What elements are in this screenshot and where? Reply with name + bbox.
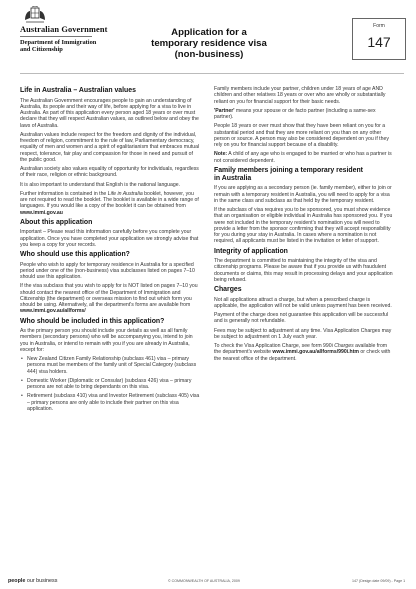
text-run: booklet, however, you are not required to read the booklet. The booklet is available in a wide range of languages. If you would like a copy of the booklet it can be obtained from xyxy=(20,190,199,210)
brand-strong: people xyxy=(8,578,26,584)
brand-rest: our business xyxy=(25,578,58,584)
paragraph: Not all applications attract a charge, but when a prescribed charge is applicable, the application will not be valid unless payment has been received. xyxy=(214,296,392,309)
form-number: 147 xyxy=(367,34,391,50)
website-link[interactable]: www.immi.gov.au xyxy=(20,209,63,216)
section-heading-who: Who should use this application? xyxy=(20,251,130,258)
paragraph: If the subclass of visa requires you to be sponsored, you must show evidence that an organisation or eligible individual in Australia has sponsored you. If you were not included in the temporary resident's nomination you will need to provide a letter from the sponsor confirming that they will accept responsibility for you during your stay in Australia. In cases where a nomination is not required, all applicants must be listed in the invitation or letter of support. xyxy=(214,207,393,245)
paragraph: If you are applying as a secondary person (ie. family member), either to join or remain with a temporary resident in Australia, you will need to apply for a visa in the same class and subclass as that held by the temporary resident. xyxy=(214,185,392,204)
section-heading-about: About this application xyxy=(20,218,93,226)
top-divider xyxy=(20,73,404,74)
paragraph-charges-link xyxy=(214,343,395,362)
form-label: Form xyxy=(373,23,385,29)
footer-brand xyxy=(8,578,57,584)
title-line-1: Application for a xyxy=(171,27,247,38)
paragraph-partner xyxy=(214,108,395,121)
page-title xyxy=(139,27,279,60)
department-line-1: Department of Immigration xyxy=(20,39,97,46)
paragraph: The department is committed to maintaining the integrity of the visa and citizenship programs. Please be aware that if you provide us with fraudulent documents or claims, this may result in processing delays and your application being refused. xyxy=(214,258,393,283)
left-column xyxy=(20,87,201,415)
heading-line-1: Family members joining a temporary resident xyxy=(214,166,363,174)
text-run: A child of any age who is engaged to be married or who has a partner is not considered dependent. xyxy=(214,151,392,164)
paragraph: People 18 years or over must show that they have been reliant on you for a substantial period and that they are more reliant on you than on any other person or source. A person may also be considered dependent on you if they rely on you for financial support because of a disability. xyxy=(214,123,389,148)
paragraph: Important – Please read this information carefully before you complete your application. Once you have completed your application we strongly advise that you keep a copy for your records. xyxy=(20,229,199,248)
government-name: Australian Government xyxy=(20,25,108,34)
paragraph: Family members include your partner, children under 18 years of age AND children and other relatives 18 years or over who are wholly or substantially reliant on you for financial support for their basic needs. xyxy=(214,86,386,105)
department-line-2: and Citizenship xyxy=(20,46,63,54)
section-heading-values: Life in Australia – Australian values xyxy=(20,87,136,94)
allforms-link[interactable]: www.immi.gov.au/allforms/ xyxy=(20,308,86,315)
department-name xyxy=(20,39,96,53)
list-item: • New Zealand Citizen Family Relationship (subclass 461) visa – primary persons must be members of the family unit of Special Category (subclass 444) visa holders. xyxy=(27,356,201,375)
booklet-title: Life in Australia xyxy=(107,190,143,197)
paragraph: As the primary person you should include your details as well as all family members (secondary persons) who will be accompanying you, intend to join you in Australia, or intend to remain with you if you are already in Australia, except for: xyxy=(20,328,193,353)
paragraph: Australian society also values equality of opportunity for individuals, regardless of their race, religion or ethnic background. xyxy=(20,166,199,179)
exceptions-list xyxy=(20,356,201,412)
section-heading-included: Who should be included in this application? xyxy=(20,317,165,325)
list-item: • Domestic Worker (Diplomatic or Consular) (subclass 426) visa – primary persons are not able to bring dependants on this visa. xyxy=(27,378,201,391)
charges-link[interactable]: www.immi.gov.au/allforms/990i.htm xyxy=(272,349,359,356)
footer-copyright: © COMMONWEALTH OF AUSTRALIA, 2009 xyxy=(168,579,240,583)
coat-of-arms-icon xyxy=(22,6,48,24)
paragraph: Payment of the charge does not guarantee this application will be successful and is generally not refundable. xyxy=(214,312,389,325)
paragraph-booklet xyxy=(20,191,201,216)
right-column xyxy=(214,86,395,365)
form-number-box xyxy=(352,18,406,60)
title-line-2: temporary residence visa (non-business) xyxy=(151,38,267,60)
list-item: • Retirement (subclass 410) visa and Investor Retirement (subclass 405) visa – primary persons are only able to include their partner on this visa application. xyxy=(27,393,201,412)
paragraph-note xyxy=(214,151,395,164)
paragraph: It is also important to understand that English is the national language. xyxy=(20,181,181,188)
section-heading-family xyxy=(214,167,395,183)
text-run: Further information is contained in the xyxy=(20,190,108,197)
partner-term: 'Partner' xyxy=(214,107,235,114)
text-run: To check the Visa Application Charge, see form 990i xyxy=(214,343,335,349)
paragraph: Australian values include respect for the freedom and dignity of the individual, freedom of religion, commitment to the rule of law, Parliamentary democracy, equality of men and women and a spirit of egalitarianism that embraces mutual respect, tolerance, fair play and compassion for those in need and pursuit of the public good. xyxy=(20,131,200,163)
charges-title: Charges xyxy=(334,343,354,349)
text-run: or check with the nearest office of the department. xyxy=(214,349,391,362)
paragraph: People who wish to apply for temporary residence in Australia for a specified period under one of the (non-business) visa subclasses listed on pages 7–10 should use this application. xyxy=(20,261,195,280)
section-heading-charges: Charges xyxy=(214,286,242,293)
heading-line-2: in Australia xyxy=(214,174,252,182)
note-label: Note: xyxy=(214,151,228,158)
text-run: means your spouse or de facto partner (including a same-sex partner). xyxy=(214,107,376,120)
paragraph: Fees may be subject to adjustment at any time. Visa Application Charges may be subject to adjustment on 1 July each year. xyxy=(214,327,392,340)
paragraph-allforms xyxy=(20,283,201,314)
section-heading-integrity: Integrity of application xyxy=(214,247,288,255)
footer-form-code: 147 (Design date 09/09) - Page 1 xyxy=(352,579,406,583)
text-run: If the visa subclass that you wish to apply for is NOT listed on pages 7–10 you should contact the nearest office of the Department of Immigration and Citizenship (the department) or overseas mission to find out which form you should be using. Alternatively, all the department's forms are available from xyxy=(20,283,198,308)
text-run: available from the department's website xyxy=(214,343,388,356)
page-footer xyxy=(0,576,416,589)
header-divider xyxy=(20,36,92,37)
paragraph: The Australian Government encourages people to gain an understanding of Australia, its people and their way of life, before applying for a visa to live in Australia. As part of this application every person aged 18 years or over must declare that they will respect Australian values, as outlined below and obey the laws of Australia. xyxy=(20,97,199,129)
